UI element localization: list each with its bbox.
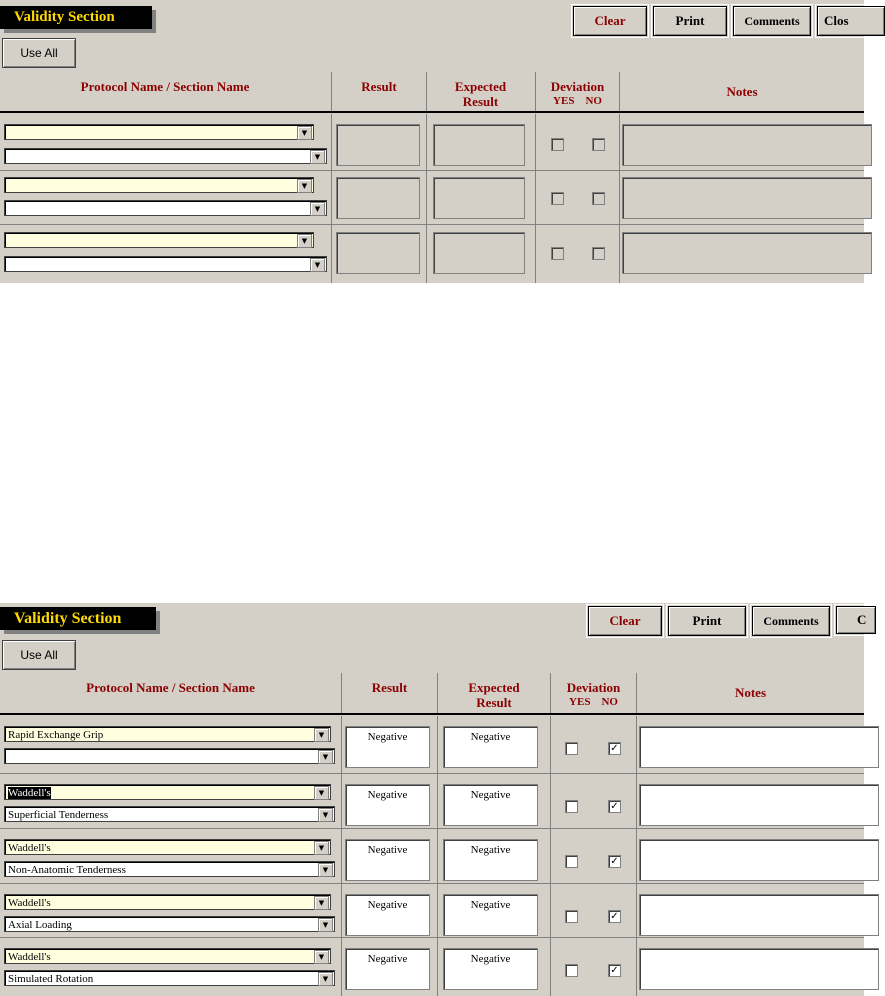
deviation-no-checkbox[interactable] [608,964,621,977]
chevron-down-icon[interactable]: ▼ [297,126,312,140]
protocol-select[interactable] [4,948,331,964]
column-divider [535,225,536,283]
section-value: Axial Loading [8,919,72,931]
header-result: Result [331,72,426,112]
column-divider [437,829,438,883]
chevron-down-icon[interactable]: ▼ [318,863,333,877]
checkmark-icon: ✓ [610,856,619,867]
column-divider [550,938,551,996]
result-field[interactable] [336,124,420,166]
table-row [0,938,864,996]
column-divider [341,829,342,883]
section-title: Validity Section [0,6,152,29]
protocol-value: Waddell's [8,787,51,799]
column-divider [437,884,438,937]
protocol-select[interactable] [4,784,331,800]
result-field[interactable] [345,948,430,990]
result-field[interactable] [336,232,420,274]
header-result: Result [341,673,437,713]
deviation-no-checkbox[interactable] [592,138,605,151]
deviation-yes-no [536,94,619,109]
print-label: Print [692,613,722,628]
table-row [0,716,864,774]
deviation-no-checkbox[interactable] [608,742,621,755]
expected-result-field[interactable] [433,177,525,219]
deviation-yes-checkbox[interactable] [565,910,578,923]
chevron-down-icon[interactable]: ▼ [318,918,333,932]
deviation-yes-checkbox[interactable] [551,138,564,151]
deviation-label: Deviation [550,79,605,94]
section-value: Superficial Tenderness [8,809,109,821]
close-label: Clos [824,13,849,28]
header-protocol: Protocol Name / Section Name [80,79,250,94]
header-notes: Notes [619,72,864,112]
column-divider [636,716,637,773]
deviation-no-checkbox[interactable] [592,192,605,205]
notes-field[interactable] [639,839,879,881]
table-row [0,114,864,171]
column-divider [331,225,332,283]
expected-result-field[interactable] [443,894,538,936]
clear-label: Clear [594,13,626,28]
close-label: C [857,612,867,627]
expected-result-value: Negative [470,953,511,965]
section-select[interactable] [4,806,335,822]
result-value: Negative [367,789,408,801]
clear-button[interactable] [573,6,647,36]
column-divider [437,938,438,996]
column-divider [341,774,342,828]
section-value: Simulated Rotation [8,973,94,985]
protocol-value: Rapid Exchange Grip [8,729,104,741]
header-divider [0,111,864,113]
column-divider [619,225,620,283]
table-row [0,225,864,283]
deviation-yes-checkbox[interactable] [565,742,578,755]
section-select[interactable] [4,748,335,764]
deviation-label: Deviation [566,680,621,695]
column-divider [426,114,427,170]
checkmark-icon: ✓ [610,801,619,812]
deviation-yes-checkbox[interactable] [551,192,564,205]
deviation-no-checkbox[interactable] [592,247,605,260]
chevron-down-icon[interactable]: ▼ [318,808,333,822]
table-row [0,829,864,884]
header-protocol: Protocol Name / Section Name [86,680,255,695]
notes-field[interactable] [639,894,879,936]
result-field[interactable] [345,839,430,881]
header-expected: Expected Result [437,673,550,713]
comments-label: Comments [763,613,819,628]
print-label: Print [675,13,705,28]
table-row [0,774,864,829]
section-select[interactable] [4,970,335,986]
result-value: Negative [367,844,408,856]
close-button[interactable] [836,606,876,634]
protocol-value: Waddell's [8,897,51,909]
expected-result-field[interactable] [443,726,538,768]
column-divider [636,938,637,996]
chevron-down-icon[interactable]: ▼ [314,950,329,964]
header-divider [0,713,864,715]
column-divider [550,884,551,937]
clear-button[interactable] [588,606,662,636]
checkmark-icon: ✓ [610,965,619,976]
chevron-down-icon[interactable]: ▼ [318,972,333,986]
result-field[interactable] [336,177,420,219]
notes-field[interactable] [622,124,872,166]
result-field[interactable] [345,726,430,768]
result-field[interactable] [345,894,430,936]
chevron-down-icon[interactable]: ▼ [314,896,329,910]
section-select[interactable] [4,861,335,877]
use-all-button[interactable]: Use All [2,640,76,670]
table-row [0,171,864,225]
column-divider [341,938,342,996]
comments-button[interactable] [733,6,811,36]
protocol-select[interactable] [4,894,331,910]
expected-result-value: Negative [470,844,511,856]
column-divider [437,774,438,828]
chevron-down-icon[interactable]: ▼ [310,258,325,272]
section-select[interactable] [4,916,335,932]
deviation-no-checkbox[interactable] [608,910,621,923]
result-value: Negative [367,953,408,965]
column-divider [331,114,332,170]
print-button[interactable] [668,606,746,636]
protocol-value: Waddell's [8,842,51,854]
column-divider [426,171,427,224]
column-divider [437,716,438,773]
section-select[interactable] [4,256,327,272]
chevron-down-icon[interactable]: ▼ [310,202,325,216]
column-divider [341,884,342,937]
notes-field[interactable] [622,232,872,274]
header-deviation [535,72,619,112]
protocol-select[interactable] [4,726,331,742]
column-divider [550,829,551,883]
notes-field[interactable] [639,948,879,990]
column-divider [619,114,620,170]
result-value: Negative [367,731,408,743]
header-deviation [550,673,636,713]
deviation-yes-checkbox[interactable] [551,247,564,260]
protocol-select[interactable] [4,177,314,193]
chevron-down-icon[interactable]: ▼ [314,786,329,800]
section-title: Validity Section [0,607,156,630]
print-button[interactable] [653,6,727,36]
use-all-button[interactable]: Use All [2,38,76,68]
protocol-select[interactable] [4,839,331,855]
expected-result-value: Negative [470,731,511,743]
protocol-value: Waddell's [8,951,51,963]
checkmark-icon: ✓ [610,911,619,922]
protocol-select[interactable] [4,124,314,140]
validity-panel-empty [0,0,864,283]
header-notes: Notes [636,673,864,713]
column-divider [550,716,551,773]
header-expected: Expected Result [426,72,534,112]
chevron-down-icon[interactable]: ▼ [297,179,312,193]
section-value: Non-Anatomic Tenderness [8,864,126,876]
checkmark-icon: ✓ [610,743,619,754]
comments-label: Comments [744,13,800,28]
column-divider [636,774,637,828]
column-divider [636,884,637,937]
table-row [0,884,864,938]
column-divider [331,171,332,224]
chevron-down-icon[interactable]: ▼ [314,841,329,855]
no-label: NO [601,696,618,708]
section-select[interactable] [4,200,327,216]
column-divider [636,829,637,883]
expected-result-value: Negative [470,789,511,801]
column-divider [550,774,551,828]
chevron-down-icon[interactable]: ▼ [297,234,312,248]
deviation-yes-checkbox[interactable] [565,855,578,868]
expected-result-value: Negative [470,899,511,911]
deviation-no-checkbox[interactable] [608,855,621,868]
clear-label: Clear [609,613,641,628]
comments-button[interactable] [752,606,830,636]
section-select[interactable] [4,148,327,164]
deviation-yes-no [551,695,636,710]
result-value: Negative [367,899,408,911]
filled-rows [0,716,864,996]
column-divider [426,225,427,283]
expected-result-field[interactable] [443,784,538,826]
validity-panel-filled [0,603,867,996]
close-button[interactable] [817,6,885,36]
result-field[interactable] [345,784,430,826]
deviation-yes-checkbox[interactable] [565,964,578,977]
expected-result-field[interactable] [443,948,538,990]
deviation-no-checkbox[interactable] [608,800,621,813]
column-divider [535,114,536,170]
deviation-yes-checkbox[interactable] [565,800,578,813]
chevron-down-icon[interactable]: ▼ [314,728,329,742]
protocol-select[interactable] [4,232,314,248]
expected-result-field[interactable] [433,232,525,274]
notes-field[interactable] [639,784,879,826]
expected-result-field[interactable] [433,124,525,166]
yes-label: YES [569,696,591,708]
column-divider [341,716,342,773]
notes-field[interactable] [639,726,879,768]
yes-label: YES [553,95,575,107]
no-label: NO [585,95,602,107]
chevron-down-icon[interactable]: ▼ [318,750,333,764]
column-divider [619,171,620,224]
chevron-down-icon[interactable]: ▼ [310,150,325,164]
expected-result-field[interactable] [443,839,538,881]
notes-field[interactable] [622,177,872,219]
column-divider [535,171,536,224]
